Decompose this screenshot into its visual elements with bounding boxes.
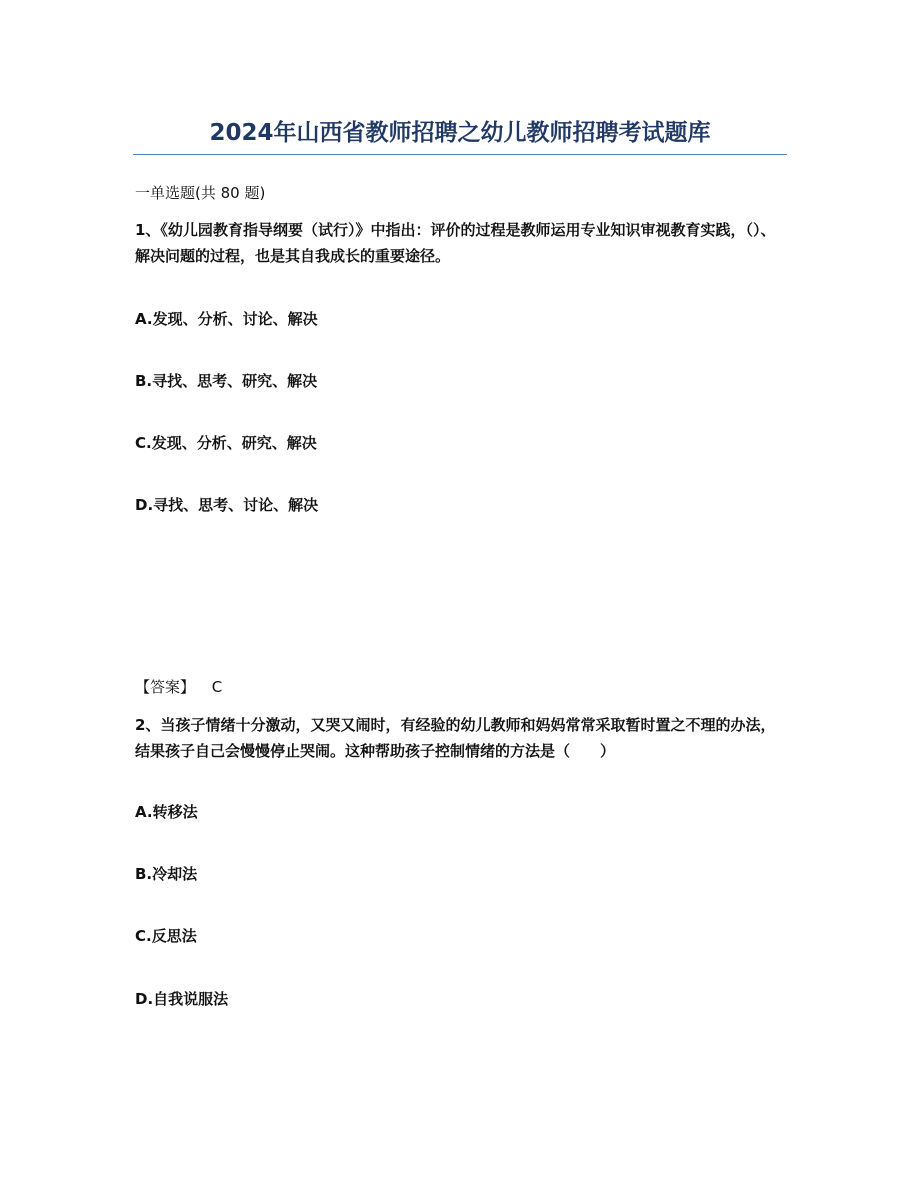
section-heading: 一单选题(共 80 题) xyxy=(135,184,266,202)
question-2-option-d: D.自我说服法 xyxy=(135,990,229,1008)
question-1-option-b: B.寻找、思考、研究、解决 xyxy=(135,372,318,390)
title-divider xyxy=(133,154,787,155)
question-2-option-a: A.转移法 xyxy=(135,803,198,821)
question-2-text: 2、当孩子情绪十分激动，又哭又闹时，有经验的幼儿教师和妈妈常常采取暂时置之不理的办法，结果孩子自己会慢慢停止哭闹。这种帮助孩子控制情绪的方法是（ ） xyxy=(135,716,776,760)
question-1-option-a: A.发现、分析、讨论、解决 xyxy=(135,310,318,328)
document-title: 2024年山西省教师招聘之幼儿教师招聘考试题库 xyxy=(209,120,711,146)
question-1-option-c: C.发现、分析、研究、解决 xyxy=(135,434,317,452)
answer-line xyxy=(135,676,222,697)
question-1-option-d: D.寻找、思考、讨论、解决 xyxy=(135,496,319,514)
question-2-option-c: C.反思法 xyxy=(135,927,197,945)
answer-label: 【答案】 xyxy=(135,678,196,696)
question-2-option-b: B.冷却法 xyxy=(135,865,198,883)
question-1-text: 1、《幼儿园教育指导纲要（试行）》中指出：评价的过程是教师运用专业知识审视教育实践，（）、解决问题的过程，也是其自我成长的重要途径。 xyxy=(135,221,776,265)
answer-value: C xyxy=(211,678,223,696)
